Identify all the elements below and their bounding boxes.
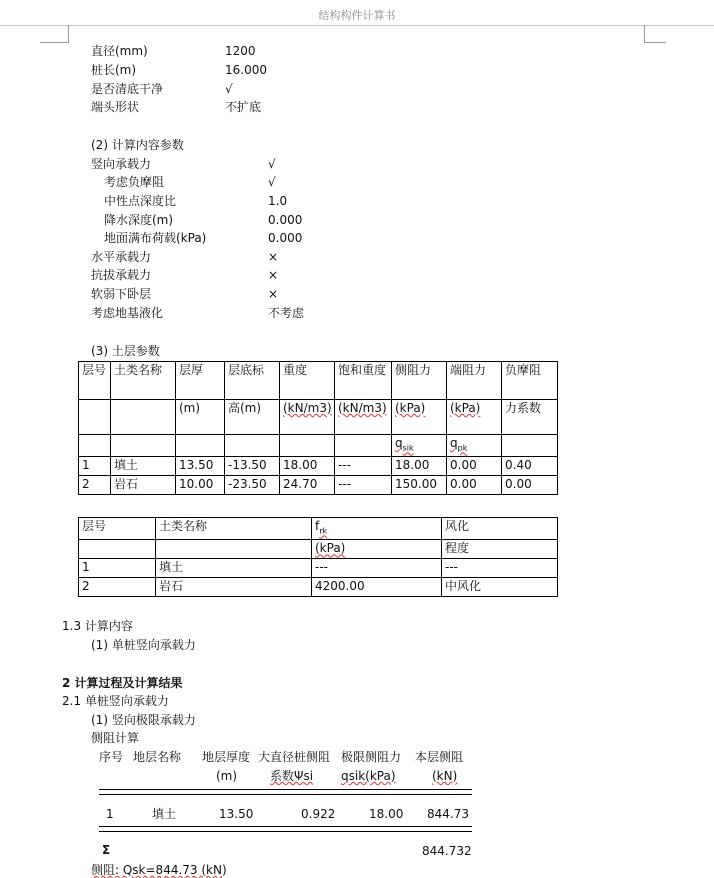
header-cell <box>280 435 335 457</box>
symbol-subscript: pk <box>457 443 468 453</box>
header-cell: 土类名称 <box>156 518 312 540</box>
side-resistance-result <box>91 863 227 878</box>
col-header: 本层侧阻 <box>415 750 464 764</box>
calc-param-value: 不考虑 <box>268 306 305 320</box>
page-header-title: 结构构件计算书 <box>318 9 396 22</box>
calc-params-heading: (2) 计算内容参数 <box>91 138 184 152</box>
table-cell: 24.70 <box>280 476 335 495</box>
col-header <box>270 769 313 784</box>
header-cell <box>156 540 312 559</box>
data-cell: 0.922 <box>301 807 336 821</box>
header-cell <box>312 540 442 559</box>
data-cell: 填土 <box>152 807 177 821</box>
calc-param-label: 中性点深度比 <box>104 194 177 208</box>
table-cell: --- <box>335 476 392 495</box>
calc-param-value: × <box>268 268 279 282</box>
unit-text: (kN/m3) <box>283 401 332 415</box>
header-cell <box>176 435 225 457</box>
header-cell: 风化 <box>442 518 558 540</box>
calc-param-value: √ <box>268 157 276 171</box>
param-value-length: 16.000 <box>225 63 267 77</box>
unit-text: (kPa) <box>315 541 346 556</box>
double-rule <box>99 789 472 795</box>
table-cell: 1 <box>79 559 156 578</box>
calc-param-label: 地面满布荷载(kPa) <box>104 231 207 245</box>
soil-parameters-table <box>78 361 558 495</box>
data-cell: 1 <box>106 807 114 821</box>
symbol-q: q <box>395 436 403 450</box>
param-label-diameter: 直径(mm) <box>91 44 148 58</box>
header-cell: 层底标 <box>225 362 280 400</box>
table-cell: --- <box>442 559 558 578</box>
side-calc-heading: 侧阻计算 <box>91 731 140 745</box>
table-cell: 13.50 <box>176 457 225 476</box>
header-cell <box>335 400 392 435</box>
section-2-title: 2 计算过程及计算结果 <box>62 676 183 690</box>
margin-mark-right-h <box>644 42 666 43</box>
table-row <box>79 578 558 597</box>
col-header: (m) <box>216 769 238 783</box>
calc-param-label: 抗拔承载力 <box>91 268 152 282</box>
header-cell: 层号 <box>79 362 111 400</box>
calc-param-value: 0.000 <box>268 213 303 227</box>
symbol-subscript: rk <box>319 526 328 536</box>
double-rule <box>99 826 472 832</box>
header-cell: 饱和重度 <box>335 362 392 400</box>
header-cell <box>502 435 558 457</box>
col-header: 序号 <box>99 750 124 764</box>
table-row <box>79 457 558 476</box>
calc-param-label: 水平承载力 <box>91 250 152 264</box>
table-cell: 0.00 <box>502 476 558 495</box>
table-row <box>79 476 558 495</box>
header-cell: 土类名称 <box>111 362 176 400</box>
table-cell: 中风化 <box>442 578 558 597</box>
table-cell: 4200.00 <box>312 578 442 597</box>
table-cell: 18.00 <box>280 457 335 476</box>
calc-param-value: 1.0 <box>268 194 288 208</box>
calc-param-label: 考虑负摩阻 <box>104 175 165 189</box>
header-cell <box>392 435 447 457</box>
calc-param-value: × <box>268 250 279 264</box>
header-cell: (m) <box>176 400 225 435</box>
calc-param-label: 考虑地基液化 <box>91 306 164 320</box>
header-cell <box>111 435 176 457</box>
table-cell: 填土 <box>156 559 312 578</box>
header-cell: 负摩阻 <box>502 362 558 400</box>
table-cell: 0.40 <box>502 457 558 476</box>
section-1-3-item: (1) 单桩竖向承载力 <box>91 638 196 652</box>
col-header-text: 系数Ψsi <box>270 769 314 783</box>
section-2-1-sub: (1) 竖向极限承载力 <box>91 713 196 727</box>
symbol-q: q <box>450 436 458 450</box>
param-label-clean-bottom: 是否清底干净 <box>91 82 164 96</box>
table-cell: 岩石 <box>156 578 312 597</box>
data-cell: 844.73 <box>427 807 469 821</box>
unit-text: (kPa) <box>395 401 426 415</box>
table-cell: 0.00 <box>447 457 502 476</box>
col-header-text: (kN) <box>432 769 458 783</box>
table-cell: 150.00 <box>392 476 447 495</box>
param-value-diameter: 1200 <box>225 44 256 58</box>
header-cell <box>280 400 335 435</box>
header-divider <box>0 25 714 26</box>
param-label-length: 桩长(m) <box>91 63 137 77</box>
header-cell: 端阻力 <box>447 362 502 400</box>
header-cell <box>225 435 280 457</box>
unit-text: (kPa) <box>450 401 481 415</box>
col-header: 大直径桩侧阻 <box>258 750 331 764</box>
table-cell: --- <box>335 457 392 476</box>
table-row <box>79 559 558 578</box>
calc-param-label: 降水深度(m) <box>104 213 174 227</box>
section-2-1-title: 2.1 单桩竖向承载力 <box>62 694 169 708</box>
margin-mark-left <box>68 25 69 43</box>
section-1-3-title: 1.3 计算内容 <box>62 619 133 633</box>
table-cell: 10.00 <box>176 476 225 495</box>
calc-param-label: 软弱下卧层 <box>91 287 152 301</box>
calc-param-value: 0.000 <box>268 231 303 245</box>
col-header: 地层名称 <box>133 750 182 764</box>
header-cell: 侧阻力 <box>392 362 447 400</box>
soil-table-heading: (3) 土层参数 <box>91 344 160 358</box>
sum-symbol: Σ <box>102 843 111 857</box>
col-header: 地层厚度 <box>202 750 251 764</box>
col-header-text: qsik(kPa) <box>341 769 396 783</box>
header-cell <box>447 435 502 457</box>
rock-parameters-table <box>78 517 558 597</box>
calc-param-value: × <box>268 287 279 301</box>
calc-param-label: 竖向承载力 <box>91 157 152 171</box>
table-cell: 0.00 <box>447 476 502 495</box>
table-cell: 填土 <box>111 457 176 476</box>
param-value-end-shape: 不扩底 <box>225 100 262 114</box>
table-cell: 2 <box>79 578 156 597</box>
result-text: 侧阻: Qsk=844.73 (kN) <box>91 863 227 877</box>
table-cell: -23.50 <box>225 476 280 495</box>
param-label-end-shape: 端头形状 <box>91 100 140 114</box>
data-cell: 13.50 <box>219 807 254 821</box>
calc-param-value: √ <box>268 175 276 189</box>
margin-mark-right <box>644 25 645 43</box>
table-cell: 1 <box>79 457 111 476</box>
header-cell: 程度 <box>442 540 558 559</box>
col-header <box>341 769 396 784</box>
header-cell: 力系数 <box>502 400 558 435</box>
sum-value: 844.732 <box>422 844 472 858</box>
header-cell: 层号 <box>79 518 156 540</box>
table-cell: 2 <box>79 476 111 495</box>
header-cell <box>79 540 156 559</box>
header-cell <box>335 435 392 457</box>
header-cell <box>79 435 111 457</box>
header-cell <box>392 400 447 435</box>
header-cell: 层厚 <box>176 362 225 400</box>
header-cell <box>111 400 176 435</box>
margin-mark-left-h <box>40 42 69 43</box>
data-cell: 18.00 <box>369 807 404 821</box>
table-cell: 岩石 <box>111 476 176 495</box>
header-cell <box>447 400 502 435</box>
symbol-f: f <box>315 519 320 533</box>
table-cell: -13.50 <box>225 457 280 476</box>
symbol-subscript: sik <box>402 443 414 453</box>
header-cell: 重度 <box>280 362 335 400</box>
table-cell: --- <box>312 559 442 578</box>
col-header <box>432 769 457 784</box>
unit-text: (kN/m3) <box>338 401 387 415</box>
header-cell: 高(m) <box>225 400 280 435</box>
param-value-clean-bottom: √ <box>225 82 233 96</box>
header-cell <box>312 518 442 540</box>
col-header: 极限侧阻力 <box>341 750 402 764</box>
header-cell <box>79 400 111 435</box>
table-cell: 18.00 <box>392 457 447 476</box>
